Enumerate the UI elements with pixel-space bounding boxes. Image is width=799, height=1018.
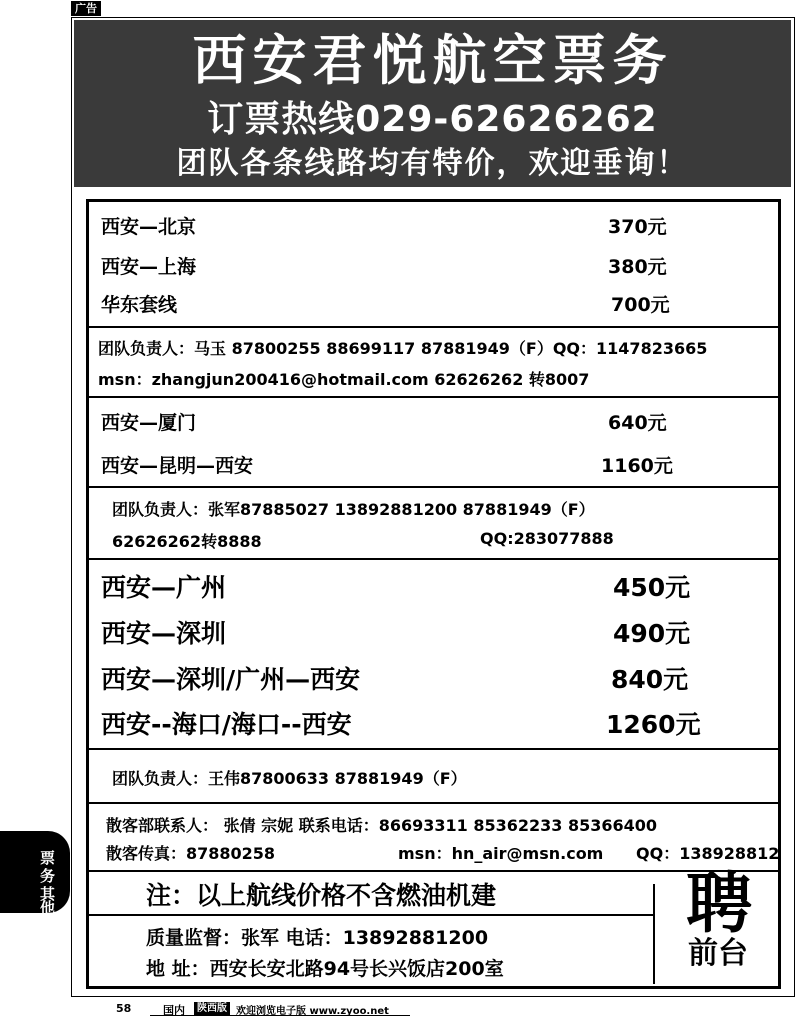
individual-fax: 散客传真：87880258: [106, 844, 276, 863]
tab-char: 票: [40, 849, 56, 867]
group-contact-qq: QQ:283077888: [480, 529, 614, 548]
hiring-title: 聘: [686, 864, 752, 942]
tab-char: 他: [40, 899, 56, 917]
divider: [86, 748, 781, 750]
route-name: 西安—北京: [101, 216, 197, 238]
divider: [86, 486, 781, 488]
page-number: 58: [116, 1002, 132, 1015]
footer-edition: 陕西版: [194, 1002, 230, 1016]
divider: [86, 914, 655, 916]
footer-region: 国内: [163, 1004, 185, 1017]
individual-qq: QQ：138928812: [636, 844, 780, 863]
route-price: 450元: [613, 573, 691, 602]
route-price: 380元: [608, 256, 667, 278]
footer-tagline: 欢迎浏览电子版 www.zyoo.net: [236, 1006, 389, 1017]
footer-rule: [150, 1015, 410, 1016]
route-price: 640元: [608, 412, 667, 434]
route-name: 西安—厦门: [101, 412, 197, 434]
route-price: 840元: [611, 665, 689, 694]
group-contact-ma-yu: 团队负责人：马玉 87800255 88699117 87881949（F）QQ：1147823665: [98, 339, 708, 358]
group-slogan: 团队各条线路均有特价，欢迎垂询！: [176, 146, 689, 181]
route-name: 西安—昆明—西安: [101, 455, 254, 477]
divider: [86, 558, 781, 560]
route-name: 华东套线: [101, 294, 178, 316]
hiring-divider: [653, 884, 655, 984]
booking-hotline: 订票热线029-62626262: [207, 99, 658, 140]
route-name: 西安—深圳: [101, 619, 227, 648]
route-name: 西安—广州: [101, 573, 227, 602]
quality-supervision: 质量监督：张军 电话：13892881200: [146, 927, 489, 949]
divider: [86, 870, 781, 872]
group-contact-msn: msn：zhangjun200416@hotmail.com 62626262 转8007: [98, 370, 590, 389]
route-name: 西安—上海: [101, 256, 197, 278]
ad-header: [74, 20, 791, 187]
route-price: 1260元: [606, 710, 701, 739]
company-title: 西安君悦航空票务: [192, 29, 673, 92]
route-price: 700元: [611, 294, 670, 316]
ad-tag: 广告: [71, 1, 101, 16]
fuel-surcharge-note: 注：以上航线价格不含燃油机建: [146, 881, 497, 910]
group-contact-extension: 62626262转8888: [112, 532, 262, 551]
tab-char: 务: [40, 867, 56, 885]
divider: [86, 802, 781, 804]
divider: [86, 326, 781, 328]
group-contact-zhang-jun: 团队负责人：张军87885027 13892881200 87881949（F）: [112, 500, 595, 519]
group-contact-wang-wei: 团队负责人：王伟87800633 87881949（F）: [112, 769, 467, 788]
route-price: 1160元: [601, 455, 673, 477]
route-price: 370元: [608, 216, 667, 238]
category-tab: [0, 831, 70, 917]
divider: [86, 396, 781, 398]
route-name: 西安—深圳/广州—西安: [101, 665, 361, 694]
route-name: 西安--海口/海口--西安: [101, 710, 352, 739]
individual-msn: msn：hn_air@msn.com: [398, 844, 604, 863]
individual-contact: 散客部联系人： 张倩 宗妮 联系电话：86693311 85362233 85366400: [106, 816, 658, 835]
hiring-position: 前台: [688, 936, 748, 971]
route-price: 490元: [613, 619, 691, 648]
tab-char: 其: [40, 885, 56, 903]
office-address: 地 址：西安长安北路94号长兴饭店200室: [146, 958, 504, 980]
